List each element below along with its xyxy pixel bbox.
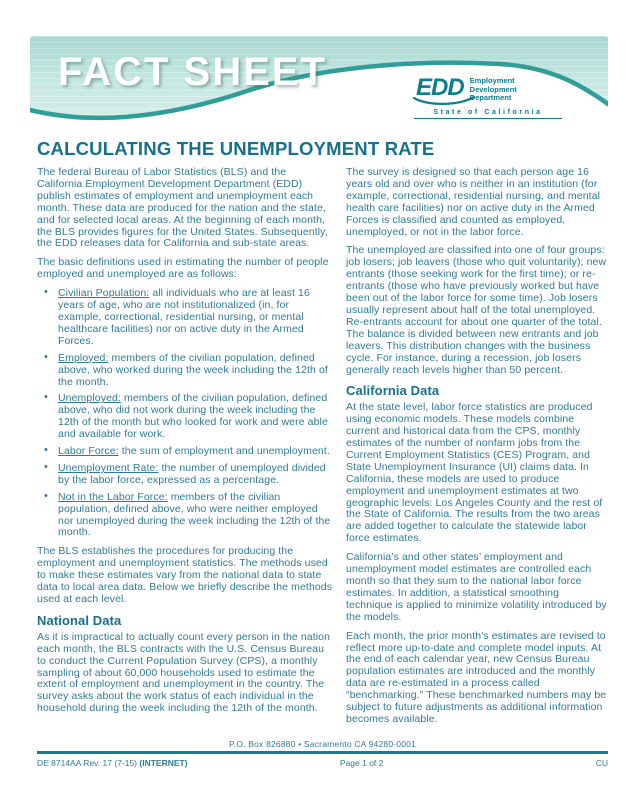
definition-text: members of the civilian population, defined above, who worked during the week including the 12th of the month. [58, 351, 328, 388]
footer-address: P.O. Box 826880 • Sacramento CA 94280-0001 [228, 739, 416, 749]
definition-term: Not in the Labor Force: [58, 490, 168, 503]
paragraph-intro: The federal Bureau of Labor Statistics (BLS) and the California Employment Development Department (EDD) publish estimates of employment and unemployment each month. These data are produced for the nation and the state, and for selected local areas. At the beginning of each month, the BLS provides figures for the United States. Subsequently, the EDD releases data for California and sub-state areas. [37, 166, 328, 250]
banner-title: FACT SHEET [58, 50, 327, 94]
edd-department-lines [470, 77, 517, 103]
definition-term: Unemployment Rate: [58, 461, 159, 474]
left-column [37, 167, 333, 733]
body-columns [37, 167, 608, 733]
definition-text: the sum of employment and unemployment. [121, 445, 330, 458]
paragraph-benchmarking: Each month, the prior month’s estimates are revised to reflect more up-to-date and complete model inputs. At the end of each calendar year, new Census Bureau population estimates are introduced and the monthly data are re-estimated in a process called “benchmarking.” These benchmarked numbers may be subject to future adjustments as additional information becomes available. [346, 629, 607, 725]
definition-civilian-population [37, 288, 333, 348]
footer-row [37, 758, 608, 768]
paragraph-model-controls: California’s and other states’ employment and unemployment model estimates are controlled each month so that they sum to the national labor force estimates. In addition, a statistical smoothing technique is applied to minimize volatility introduced by the models. [346, 551, 607, 623]
footer-rule [37, 751, 608, 754]
definition-not-in-labor-force [37, 492, 333, 540]
edd-logo [414, 76, 562, 119]
edd-logo-row [414, 76, 562, 106]
footer-form-number-text: DE 8714AA Rev. 17 (7-15) [37, 758, 140, 768]
footer-form-number [37, 758, 188, 768]
edd-swoosh-icon [412, 96, 476, 106]
banner [30, 36, 608, 122]
edd-line-development: Development [469, 84, 517, 94]
edd-line-employment: Employment [469, 76, 515, 85]
footer-internet-label: (INTERNET) [139, 758, 188, 768]
definition-labor-force [37, 446, 333, 458]
paragraph-definitions-lead: The basic definitions used in estimating the number of people employed and unemployed are as follows: [37, 256, 329, 281]
paragraph-state-models: At the state level, labor force statistics are produced using economic models. These models combine current and historical data from the CPS, monthly estimates of the number of nonfarm jobs from the Current Employment Statistics (CES) Program, and State Unemployment Insurance (UI) claims data. In California, these models are used to produce employment and unemployment estimates at two geographic levels: Los Angeles County and the rest of the State of California. The results from the two areas are added together to calculate the statewide labor force estimates. [346, 401, 603, 545]
definition-term: Employed: [58, 351, 109, 364]
paragraph-national-data: As it is impractical to actually count every person in the nation each month, the BLS contracts with the U.S. Census Bureau to conduct the Current Population Survey (CPS), a monthly sampling of about 60,000 households used to estimate the extent of employment and unemployment in the country. The survey asks about the work status of each individual in the household during the week including the 12th of the month. [37, 630, 331, 715]
edd-acronym-wrap [414, 76, 468, 106]
right-column [346, 167, 608, 733]
definition-employed [37, 353, 333, 389]
definition-term: Labor Force: [58, 445, 119, 458]
definition-text: members of the civilian population, defined above, who were neither employed nor unemployed during the week including the 12th of the month. [58, 490, 331, 539]
paragraph-survey-design: The survey is designed so that each person age 16 years old and over who is neither in an institution (for example, correctional, residential nursing, and mental health care facilities) nor on active duty in the Armed Forces is classified and counted as employed, unemployed, or not in the labor force. [346, 166, 601, 238]
california-data-heading: California Data [346, 383, 440, 399]
definition-term: Unemployed: [58, 392, 121, 405]
footer-page-number: Page 1 of 2 [339, 758, 384, 768]
edd-acronym: EDD [416, 74, 464, 101]
paragraph-bls-procedures: The BLS establishes the procedures for producing the employment and unemployment statistics. The methods used to make these estimates vary from the national data to state data to local area data. Below we briefly describe the methods used at each level. [37, 545, 333, 605]
definition-text: members of the civilian population, defined above, who did not work during the week including the 12th of the month but who looked for work and were able and available for work. [58, 392, 328, 441]
paragraph-unemployed-groups: The unemployed are classified into one of four groups: job losers; job leavers (those who quit voluntarily); new entrants (those seeking work for the first time); or re-entrants (those who have previously worked but have been out of the labor force for some time). Job losers usually represent about half of the total unemployed. Re-entrants account for about one quarter of the total. The balance is divided between new entrants and job leavers. This distribution changes with the business cycle. For instance, during a recession, job losers generally reach levels higher than 50 percent. [346, 244, 607, 376]
definition-unemployed [37, 393, 333, 441]
edd-tagline: State of California [414, 109, 562, 119]
definition-text: all individuals who are at least 16 years of age, who are not institutionalized (in, for example, correctional, residential nursing, or mental healthcare facilities) nor on active duty in the Armed Forces. [58, 287, 310, 347]
footer-code: CU [595, 758, 608, 768]
definition-text: the number of unemployed divided by the labor force, expressed as a percentage. [58, 461, 326, 486]
definition-term: Civilian Population: [58, 287, 150, 300]
definition-unemployment-rate [37, 463, 333, 487]
page-title: CALCULATING THE UNEMPLOYMENT RATE [37, 138, 435, 159]
national-data-heading: National Data [37, 612, 122, 628]
definitions-list [37, 288, 333, 539]
edd-line-department: Department [469, 93, 512, 102]
